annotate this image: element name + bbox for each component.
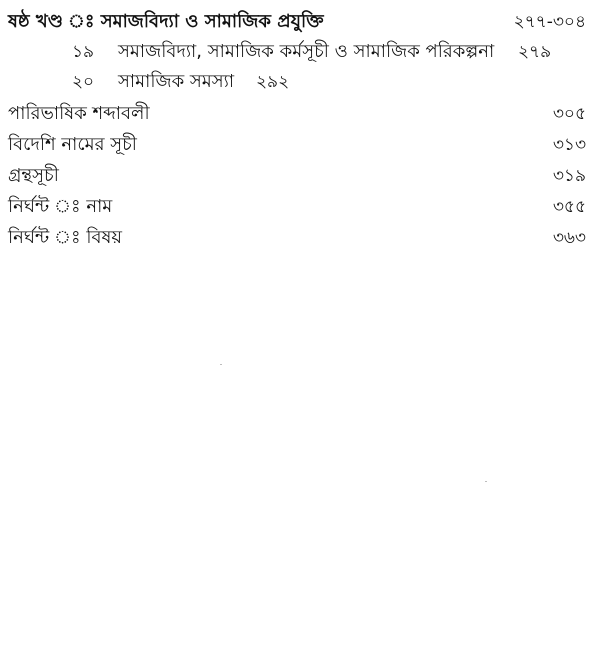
appendix-entry [0,193,600,221]
appendix-page: ৩৫৫ [552,197,586,217]
section-heading-row [0,8,600,36]
appendix-title: নির্ঘন্ট ঃ বিষয় [8,227,123,248]
chapter-number: ১৯ [72,42,95,62]
appendix-title: গ্রন্থসূচী [8,165,59,186]
scan-speck [485,481,487,482]
chapter-number: ২০ [72,72,95,92]
appendix-entry [0,100,600,128]
appendix-entry [0,224,600,252]
appendix-entry [0,162,600,190]
section-heading: ষষ্ঠ খণ্ড ঃ সমাজবিদ্যা ও সামাজিক প্রযুক্তি [8,11,324,32]
chapter-page: ২৯২ [256,72,290,92]
appendix-title: নির্ঘন্ট ঃ নাম [8,196,113,217]
appendix-page: ৩১৩ [552,135,586,155]
chapter-entry [0,68,600,96]
appendix-page: ৩৬৩ [552,228,586,248]
appendix-title: বিদেশি নামের সূচী [8,134,137,155]
chapter-page: ২৭৯ [518,42,552,62]
chapter-title: সামাজিক সমস্যা [118,71,235,92]
appendix-entry [0,131,600,159]
appendix-page: ৩০৫ [552,104,586,124]
scan-speck [220,364,222,365]
chapter-title: সমাজবিদ্যা, সামাজিক কর্মসূচী ও সামাজিক পরিকল্পনা [118,41,495,62]
section-page-range: ২৭৭-৩০৪ [513,12,586,32]
chapter-entry [0,38,600,66]
appendix-title: পারিভাষিক শব্দাবলী [8,103,150,124]
appendix-page: ৩১৯ [552,166,586,186]
